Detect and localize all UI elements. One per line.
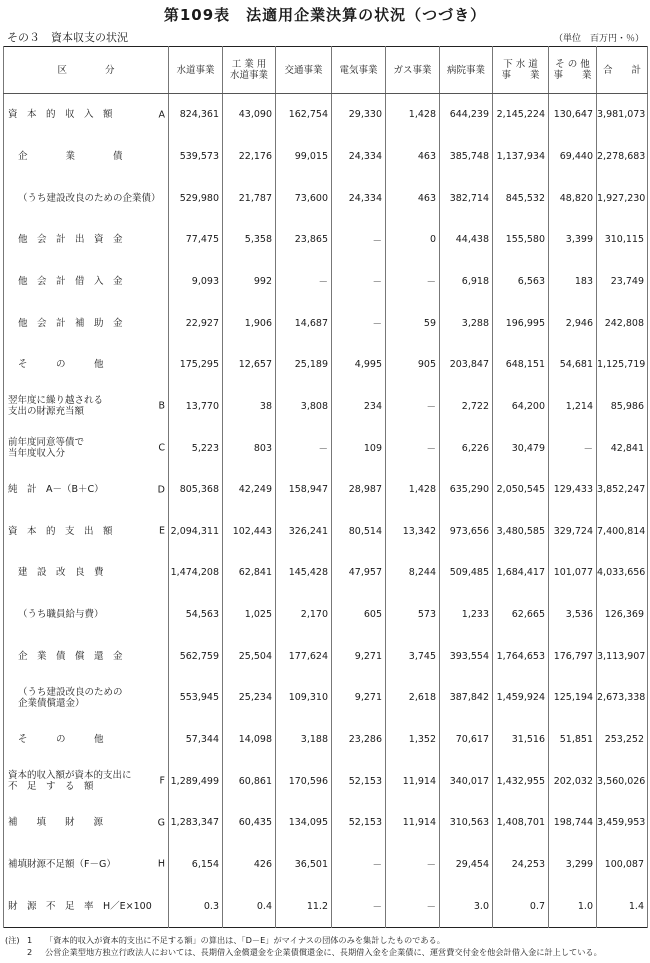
table-row: [4, 302, 648, 344]
row-key: F: [159, 775, 165, 787]
cell-value: －: [332, 885, 386, 927]
cell-value: 175,295: [169, 344, 223, 386]
table-row: [4, 469, 648, 511]
cell-value: 24,253: [493, 844, 549, 886]
cell-value: 3.0: [440, 885, 493, 927]
cell-value: 59: [386, 302, 440, 344]
cell-value: －: [549, 427, 597, 469]
note-1: [5, 934, 602, 946]
table-row: [4, 136, 648, 178]
cell-value: 23,865: [276, 219, 332, 261]
cell-value: 2,618: [386, 677, 440, 719]
cell-value: 60,861: [223, 760, 276, 802]
cell-value: 1,137,934: [493, 136, 549, 178]
cell-value: 1,352: [386, 719, 440, 761]
cell-value: 2,278,683: [597, 136, 648, 178]
cell-value: 130,647: [549, 94, 597, 136]
cell-value: 9,271: [332, 677, 386, 719]
cell-value: 648,151: [493, 344, 549, 386]
row-label: [4, 219, 169, 261]
cell-value: 824,361: [169, 94, 223, 136]
cell-value: 52,153: [332, 802, 386, 844]
row-key: H: [157, 858, 165, 870]
cell-value: 54,563: [169, 594, 223, 636]
cell-value: 3,808: [276, 386, 332, 428]
row-label: [4, 635, 169, 677]
cell-value: 13,770: [169, 386, 223, 428]
cell-value: 100,087: [597, 844, 648, 886]
note-2: [5, 946, 602, 958]
cell-value: 553,945: [169, 677, 223, 719]
row-label: [4, 594, 169, 636]
cell-value: 43,090: [223, 94, 276, 136]
cell-value: 2,094,311: [169, 510, 223, 552]
notes-head: (注): [5, 935, 20, 945]
cell-value: 8,244: [386, 552, 440, 594]
cell-value: 3,852,247: [597, 469, 648, 511]
cell-value: 31,516: [493, 719, 549, 761]
table-row: [4, 802, 648, 844]
capital-balance-table: [3, 46, 648, 928]
cell-value: 25,504: [223, 635, 276, 677]
cell-value: 1,025: [223, 594, 276, 636]
cell-value: 0.4: [223, 885, 276, 927]
cell-value: 24,334: [332, 177, 386, 219]
cell-value: 3,745: [386, 635, 440, 677]
cell-value: 145,428: [276, 552, 332, 594]
row-label-text: （うち職員給与費）: [18, 609, 104, 621]
cell-value: 125,194: [549, 677, 597, 719]
cell-value: 509,485: [440, 552, 493, 594]
cell-value: 196,995: [493, 302, 549, 344]
cell-value: 0.3: [169, 885, 223, 927]
cell-value: 1.4: [597, 885, 648, 927]
cell-value: 23,749: [597, 261, 648, 303]
row-label-text: 翌年度に繰り越される 支出の財源充当額: [8, 395, 104, 418]
row-label-text: 資本的収入額が資本的支出に 不 足 す る 額: [8, 770, 132, 793]
cell-value: 25,189: [276, 344, 332, 386]
cell-value: 44,438: [440, 219, 493, 261]
cell-value: 12,657: [223, 344, 276, 386]
note-text: 「資本的収入が資本的支出に不足する額」の算出は、「D－E」がマイナスの団体のみを集計したものである。: [45, 935, 445, 945]
cell-value: 3,536: [549, 594, 597, 636]
cell-value: 6,563: [493, 261, 549, 303]
cell-value: 80,514: [332, 510, 386, 552]
cell-value: 387,842: [440, 677, 493, 719]
cell-value: 22,927: [169, 302, 223, 344]
table-subtitle: その３ 資本収支の状況: [7, 31, 128, 44]
cell-value: 24,334: [332, 136, 386, 178]
cell-value: 1,459,924: [493, 677, 549, 719]
cell-value: 77,475: [169, 219, 223, 261]
cell-value: －: [332, 844, 386, 886]
cell-value: 11.2: [276, 885, 332, 927]
cell-value: －: [332, 261, 386, 303]
cell-value: 845,532: [493, 177, 549, 219]
row-label: [4, 552, 169, 594]
table-row: [4, 719, 648, 761]
column-header-9: 合 計: [597, 47, 648, 94]
cell-value: 134,095: [276, 802, 332, 844]
row-label: [4, 802, 169, 844]
table-row: [4, 427, 648, 469]
cell-value: －: [332, 302, 386, 344]
cell-value: 1,684,417: [493, 552, 549, 594]
cell-value: －: [386, 386, 440, 428]
cell-value: 170,596: [276, 760, 332, 802]
header-row: [4, 47, 648, 94]
row-label-text: 企 業 債: [18, 151, 123, 163]
cell-value: －: [276, 427, 332, 469]
cell-value: 62,665: [493, 594, 549, 636]
cell-value: 5,223: [169, 427, 223, 469]
cell-value: 51,851: [549, 719, 597, 761]
row-key: A: [158, 109, 165, 121]
cell-value: 102,443: [223, 510, 276, 552]
column-header-3: 交通事業: [276, 47, 332, 94]
cell-value: 70,617: [440, 719, 493, 761]
cell-value: 1,474,208: [169, 552, 223, 594]
cell-value: 2,050,545: [493, 469, 549, 511]
cell-value: 463: [386, 136, 440, 178]
cell-value: 1,233: [440, 594, 493, 636]
row-label-text: 前年度同意等債で 当年度収入分: [8, 437, 85, 459]
column-header-7: 下 水 道 事 業: [493, 47, 549, 94]
cell-value: 202,032: [549, 760, 597, 802]
column-header-category: 区 分: [4, 47, 169, 94]
cell-value: －: [332, 219, 386, 261]
cell-value: 177,624: [276, 635, 332, 677]
cell-value: 1,214: [549, 386, 597, 428]
row-key: B: [158, 400, 165, 412]
row-label-text: 他 会 計 出 資 金: [18, 234, 123, 246]
cell-value: 3,981,073: [597, 94, 648, 136]
cell-value: 9,271: [332, 635, 386, 677]
cell-value: 1,408,701: [493, 802, 549, 844]
unit-label: （単位 百万円・％）: [553, 34, 644, 44]
table-row: [4, 594, 648, 636]
cell-value: 14,098: [223, 719, 276, 761]
cell-value: 1,125,719: [597, 344, 648, 386]
cell-value: 310,115: [597, 219, 648, 261]
cell-value: 329,724: [549, 510, 597, 552]
cell-value: 198,744: [549, 802, 597, 844]
row-label-text: 純 計 A－（B＋C）: [8, 484, 104, 496]
row-label-text: 資 本 的 支 出 額: [8, 525, 113, 537]
cell-value: 47,957: [332, 552, 386, 594]
row-label: [4, 885, 169, 927]
cell-value: 905: [386, 344, 440, 386]
row-label: [4, 719, 169, 761]
cell-value: 1,428: [386, 469, 440, 511]
cell-value: 57,344: [169, 719, 223, 761]
cell-value: 1,927,230: [597, 177, 648, 219]
note-number: 1: [27, 935, 33, 945]
cell-value: 85,986: [597, 386, 648, 428]
row-label: [4, 677, 169, 719]
column-header-6: 病院事業: [440, 47, 493, 94]
cell-value: 29,330: [332, 94, 386, 136]
row-label-text: 補填財源不足額（F－G）: [8, 858, 116, 870]
cell-value: 109: [332, 427, 386, 469]
cell-value: 6,154: [169, 844, 223, 886]
cell-value: 21,787: [223, 177, 276, 219]
table-row: [4, 94, 648, 136]
cell-value: 48,820: [549, 177, 597, 219]
row-label-text: 財 源 不 足 率 H／E×100: [8, 900, 152, 912]
table-row: [4, 635, 648, 677]
cell-value: 13,342: [386, 510, 440, 552]
cell-value: 3,480,585: [493, 510, 549, 552]
cell-value: 242,808: [597, 302, 648, 344]
cell-value: 62,841: [223, 552, 276, 594]
cell-value: 635,290: [440, 469, 493, 511]
cell-value: 42,249: [223, 469, 276, 511]
table-row: [4, 386, 648, 428]
cell-value: 385,748: [440, 136, 493, 178]
row-label: [4, 302, 169, 344]
cell-value: 22,176: [223, 136, 276, 178]
cell-value: 805,368: [169, 469, 223, 511]
row-label-text: そ の 他: [18, 359, 104, 371]
cell-value: 2,170: [276, 594, 332, 636]
cell-value: 158,947: [276, 469, 332, 511]
row-key: E: [158, 525, 165, 537]
table-row: [4, 677, 648, 719]
row-label-text: 他 会 計 借 入 金: [18, 275, 123, 287]
cell-value: 253,252: [597, 719, 648, 761]
cell-value: 4,033,656: [597, 552, 648, 594]
cell-value: 129,433: [549, 469, 597, 511]
cell-value: －: [276, 261, 332, 303]
row-label: [4, 344, 169, 386]
cell-value: 3,188: [276, 719, 332, 761]
cell-value: －: [386, 844, 440, 886]
cell-value: 69,440: [549, 136, 597, 178]
cell-value: 36,501: [276, 844, 332, 886]
cell-value: 340,017: [440, 760, 493, 802]
row-label: [4, 760, 169, 802]
cell-value: 7,400,814: [597, 510, 648, 552]
note-number: 2: [27, 947, 33, 957]
row-label-text: 他 会 計 補 助 金: [18, 317, 123, 329]
table-row: [4, 844, 648, 886]
column-header-4: 電気事業: [332, 47, 386, 94]
table-row: [4, 552, 648, 594]
cell-value: 234: [332, 386, 386, 428]
cell-value: 973,656: [440, 510, 493, 552]
cell-value: 992: [223, 261, 276, 303]
cell-value: 176,797: [549, 635, 597, 677]
cell-value: 382,714: [440, 177, 493, 219]
cell-value: 529,980: [169, 177, 223, 219]
cell-value: 155,580: [493, 219, 549, 261]
cell-value: 203,847: [440, 344, 493, 386]
cell-value: 4,995: [332, 344, 386, 386]
cell-value: 310,563: [440, 802, 493, 844]
cell-value: 3,560,026: [597, 760, 648, 802]
cell-value: 14,687: [276, 302, 332, 344]
row-label: [4, 177, 169, 219]
cell-value: 109,310: [276, 677, 332, 719]
cell-value: 562,759: [169, 635, 223, 677]
cell-value: 539,573: [169, 136, 223, 178]
cell-value: 1,432,955: [493, 760, 549, 802]
cell-value: 1,289,499: [169, 760, 223, 802]
cell-value: 605: [332, 594, 386, 636]
cell-value: 3,459,953: [597, 802, 648, 844]
row-label-text: 補 填 財 源: [8, 817, 104, 829]
column-header-1: 水道事業: [169, 47, 223, 94]
row-label-text: 建 設 改 良 費: [18, 567, 104, 579]
cell-value: 42,841: [597, 427, 648, 469]
row-label: [4, 427, 169, 469]
cell-value: 52,153: [332, 760, 386, 802]
cell-value: 54,681: [549, 344, 597, 386]
cell-value: 126,369: [597, 594, 648, 636]
row-label-text: 企 業 債 償 還 金: [18, 650, 123, 662]
row-label-text: （うち建設改良のための 企業債償還金）: [18, 686, 123, 709]
row-label-text: （うち建設改良のための企業債）: [18, 192, 161, 204]
cell-value: 1,906: [223, 302, 276, 344]
cell-value: 11,914: [386, 760, 440, 802]
cell-value: 1.0: [549, 885, 597, 927]
cell-value: 644,239: [440, 94, 493, 136]
row-label: [4, 844, 169, 886]
row-label: [4, 94, 169, 136]
table-row: [4, 510, 648, 552]
cell-value: 99,015: [276, 136, 332, 178]
cell-value: 29,454: [440, 844, 493, 886]
cell-value: 2,722: [440, 386, 493, 428]
row-key: G: [157, 817, 165, 829]
column-header-5: ガス事業: [386, 47, 440, 94]
row-label: [4, 469, 169, 511]
cell-value: 6,918: [440, 261, 493, 303]
cell-value: 2,946: [549, 302, 597, 344]
cell-value: 3,288: [440, 302, 493, 344]
cell-value: 2,145,224: [493, 94, 549, 136]
notes: [5, 934, 602, 958]
cell-value: 326,241: [276, 510, 332, 552]
cell-value: 183: [549, 261, 597, 303]
cell-value: 23,286: [332, 719, 386, 761]
cell-value: 426: [223, 844, 276, 886]
cell-value: 3,399: [549, 219, 597, 261]
page-title: 第109表 法適用企業決算の状況（つづき）: [163, 6, 487, 24]
table-row: [4, 219, 648, 261]
cell-value: 64,200: [493, 386, 549, 428]
cell-value: 30,479: [493, 427, 549, 469]
row-label-text: 資 本 的 収 入 額: [8, 109, 113, 121]
cell-value: 803: [223, 427, 276, 469]
table-row: [4, 760, 648, 802]
row-label: [4, 136, 169, 178]
table-row: [4, 885, 648, 927]
cell-value: 73,600: [276, 177, 332, 219]
cell-value: 573: [386, 594, 440, 636]
cell-value: 3,299: [549, 844, 597, 886]
column-header-8: そ の 他 事 業: [549, 47, 597, 94]
cell-value: 28,987: [332, 469, 386, 511]
cell-value: 25,234: [223, 677, 276, 719]
cell-value: 162,754: [276, 94, 332, 136]
cell-value: 3,113,907: [597, 635, 648, 677]
column-header-2: 工 業 用 水道事業: [223, 47, 276, 94]
cell-value: 1,764,653: [493, 635, 549, 677]
row-key: D: [157, 484, 165, 496]
cell-value: 1,428: [386, 94, 440, 136]
table-row: [4, 261, 648, 303]
cell-value: 0.7: [493, 885, 549, 927]
cell-value: 9,093: [169, 261, 223, 303]
row-key: C: [158, 442, 165, 454]
row-label: [4, 510, 169, 552]
row-label-text: そ の 他: [18, 733, 104, 745]
cell-value: 463: [386, 177, 440, 219]
note-text: 公営企業型地方独立行政法人においては、長期借入金償還金を企業債償還金に、長期借入金を企業債に、運営費交付金を他会計借入金に計上している。: [45, 947, 602, 957]
cell-value: 60,435: [223, 802, 276, 844]
cell-value: －: [386, 885, 440, 927]
cell-value: 0: [386, 219, 440, 261]
row-label: [4, 261, 169, 303]
cell-value: －: [386, 261, 440, 303]
cell-value: 101,077: [549, 552, 597, 594]
cell-value: 5,358: [223, 219, 276, 261]
cell-value: 11,914: [386, 802, 440, 844]
cell-value: －: [386, 427, 440, 469]
row-label: [4, 386, 169, 428]
table-row: [4, 177, 648, 219]
cell-value: 38: [223, 386, 276, 428]
table-row: [4, 344, 648, 386]
cell-value: 2,673,338: [597, 677, 648, 719]
cell-value: 6,226: [440, 427, 493, 469]
table-body: [4, 94, 648, 928]
cell-value: 1,283,347: [169, 802, 223, 844]
cell-value: 393,554: [440, 635, 493, 677]
